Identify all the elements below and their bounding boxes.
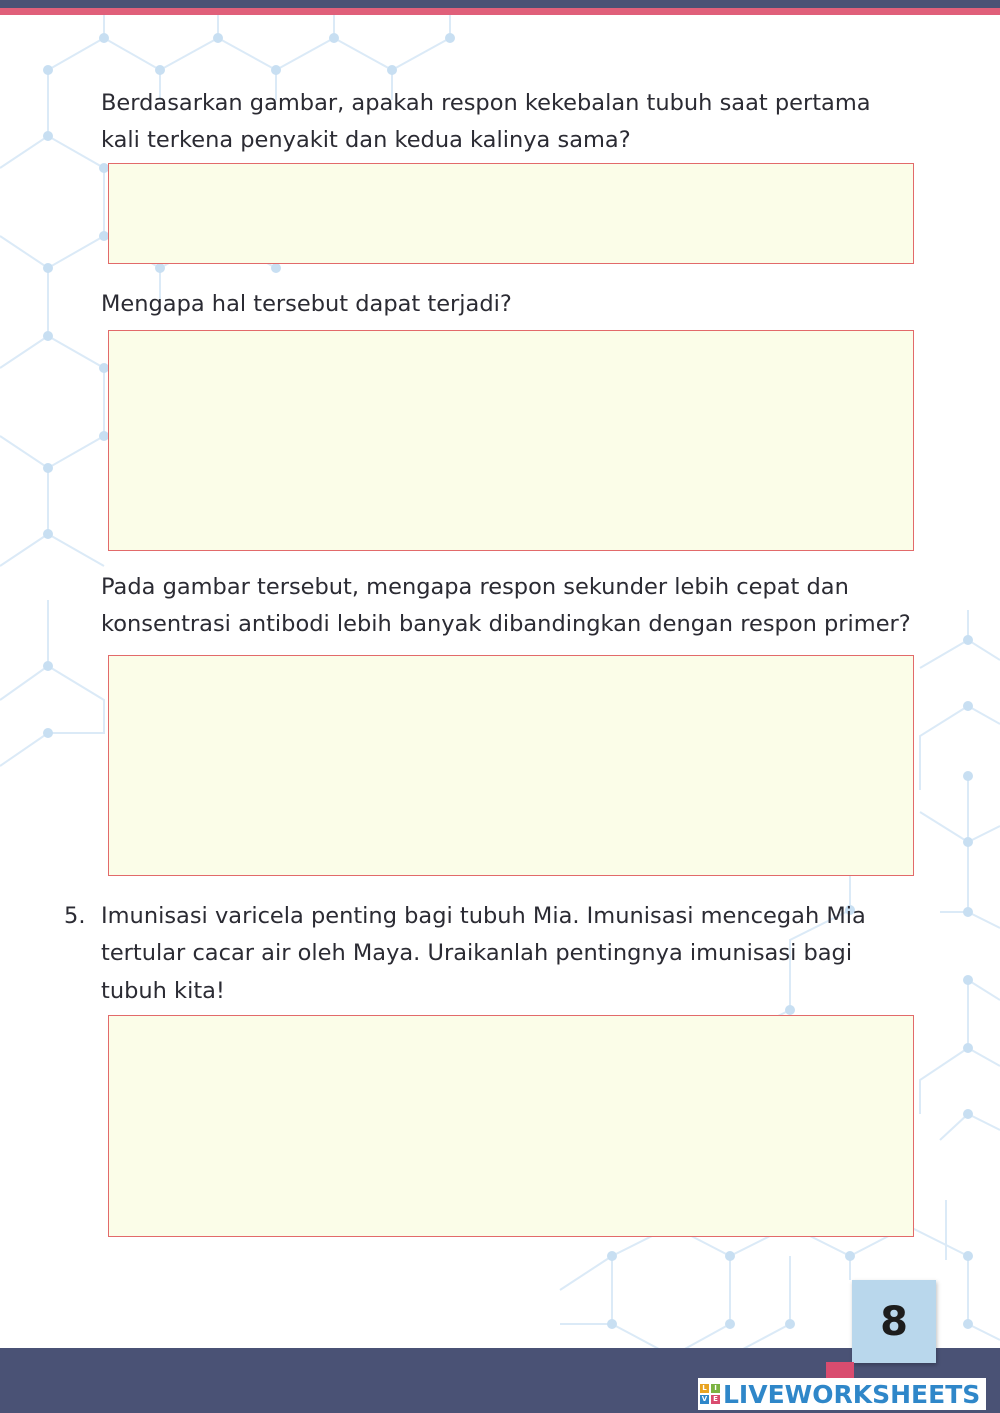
question-a-line-1: Berdasarkan gambar, apakah respon kekebalan tubuh saat pertama [101, 90, 871, 116]
header-accent-stripe [0, 8, 1000, 15]
answer-box-b[interactable] [108, 330, 914, 551]
question-b-line-1: Mengapa hal tersebut dapat terjadi? [101, 291, 512, 317]
answer-box-c[interactable] [108, 655, 914, 876]
question-c-line-2: konsentrasi antibodi lebih banyak dibandingkan dengan respon primer? [101, 611, 911, 637]
logo-letter-v: V [701, 1395, 708, 1403]
question-5-line-2: tertular cacar air oleh Maya. Uraikanlah pentingnya imunisasi bagi [101, 940, 853, 966]
logo-letter-i: I [711, 1384, 720, 1393]
logo-letter-e: E [711, 1395, 720, 1404]
page-number: 8 [852, 1280, 936, 1363]
question-a-line-2: kali terkena penyakit dan kedua kalinya sama? [101, 127, 631, 153]
question-c-line-1: Pada gambar tersebut, mengapa respon sekunder lebih cepat dan [101, 574, 849, 600]
brand-name: LIVEWORKSHEETS [723, 1379, 981, 1409]
answer-box-5[interactable] [108, 1015, 914, 1237]
question-5-number: 5. [64, 903, 86, 929]
question-5-line-3: tubuh kita! [101, 978, 225, 1004]
liveworksheets-brand[interactable] [698, 1378, 986, 1410]
question-5-line-1: Imunisasi varicela penting bagi tubuh Mia. Imunisasi mencegah Mia [101, 903, 866, 929]
answer-box-a[interactable] [108, 163, 914, 264]
liveworksheets-logo-icon [700, 1384, 720, 1404]
header-bar [0, 0, 1000, 8]
logo-letter-l: L [700, 1384, 709, 1393]
